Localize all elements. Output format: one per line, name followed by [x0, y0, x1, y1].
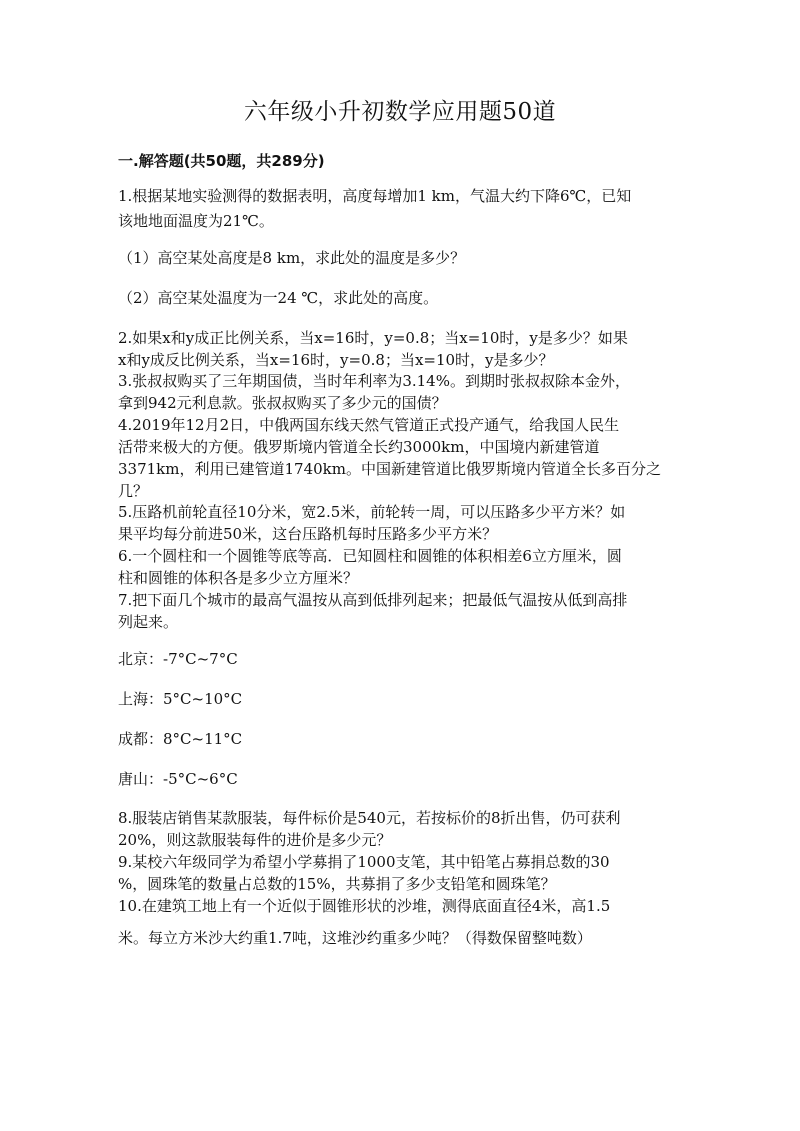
- temperature-shanghai: 上海：5°C~10°C: [118, 690, 243, 708]
- problem-2-line-2: x和y成反比例关系，当x=16时，y=0.8；当x=10时，y是多少？: [118, 351, 554, 369]
- problem-4-line-3: 3371km，利用已建管道1740km。中国新建管道比俄罗斯境内管道全长多百分之: [118, 460, 661, 478]
- temperature-beijing: 北京：-7°C~7°C: [118, 650, 238, 668]
- problem-3-line-2: 拿到942元利息款。张叔叔购买了多少元的国债？: [118, 394, 447, 412]
- section-heading: 一.解答题(共50题，共289分): [118, 152, 325, 170]
- problem-9-line-1: 9.某校六年级同学为希望小学募捐了1000支笔，其中铅笔占募捐总数的30: [118, 853, 610, 871]
- problem-4-line-2: 活带来极大的方便。俄罗斯境内管道全长约3000km，中国境内新建管道: [118, 438, 600, 456]
- problem-6-line-2: 柱和圆锥的体积各是多少立方厘米？: [118, 569, 359, 587]
- problem-4-line-4: 几？: [118, 482, 149, 500]
- document-title: 六年级小升初数学应用题50道: [243, 99, 557, 125]
- problem-2-line-1: 2.如果x和y成正比例关系，当x=16时，y=0.8；当x=10时，y是多少？如果: [118, 329, 628, 347]
- problem-6-line-1: 6.一个圆柱和一个圆锥等底等高．已知圆柱和圆锥的体积相差6立方厘米，圆: [118, 547, 622, 565]
- problem-8-line-2: 20%，则这款服装每件的进价是多少元？: [118, 831, 392, 849]
- temperature-tangshan: 唐山：-5°C~6°C: [118, 770, 238, 788]
- problem-10-line-2: 米。每立方米沙大约重1.7吨，这堆沙约重多少吨？（得数保留整吨数）: [118, 929, 592, 947]
- problem-1-line-1: 1.根据某地实验测得的数据表明，高度每增加1 km，气温大约下降6℃，已知: [118, 187, 632, 205]
- problem-4-line-1: 4.2019年12月2日，中俄两国东线天然气管道正式投产通气，给我国人民生: [118, 416, 620, 434]
- temperature-chengdu: 成都：8°C~11°C: [118, 730, 243, 748]
- problem-9-line-2: %，圆珠笔的数量占总数的15%，共募捐了多少支铅笔和圆珠笔？: [118, 875, 556, 893]
- problem-5-line-1: 5.压路机前轮直径10分米，宽2.5米，前轮转一周，可以压路多少平方米？如: [118, 503, 626, 521]
- problem-1-sub-1: （1）高空某处高度是8 km，求此处的温度是多少？: [118, 249, 466, 267]
- problem-1-line-2: 该地地面温度为21℃。: [118, 212, 274, 230]
- problem-5-line-2: 果平均每分前进50米，这台压路机每时压路多少平方米？: [118, 525, 498, 543]
- problem-3-line-1: 3.张叔叔购买了三年期国债，当时年利率为3.14%。到期时张叔叔除本金外，: [118, 372, 630, 390]
- problem-1-sub-2: （2）高空某处温度为一24 ℃，求此处的高度。: [118, 289, 439, 307]
- problem-7-line-2: 列起来。: [118, 613, 179, 631]
- problem-7-line-1: 7.把下面几个城市的最高气温按从高到低排列起来；把最低气温按从低到高排: [118, 591, 628, 609]
- problem-10-line-1: 10.在建筑工地上有一个近似于圆锥形状的沙堆，测得底面直径4米，高1.5: [118, 897, 611, 915]
- problem-8-line-1: 8.服装店销售某款服装，每件标价是540元，若按标价的8折出售，仍可获利: [118, 809, 621, 827]
